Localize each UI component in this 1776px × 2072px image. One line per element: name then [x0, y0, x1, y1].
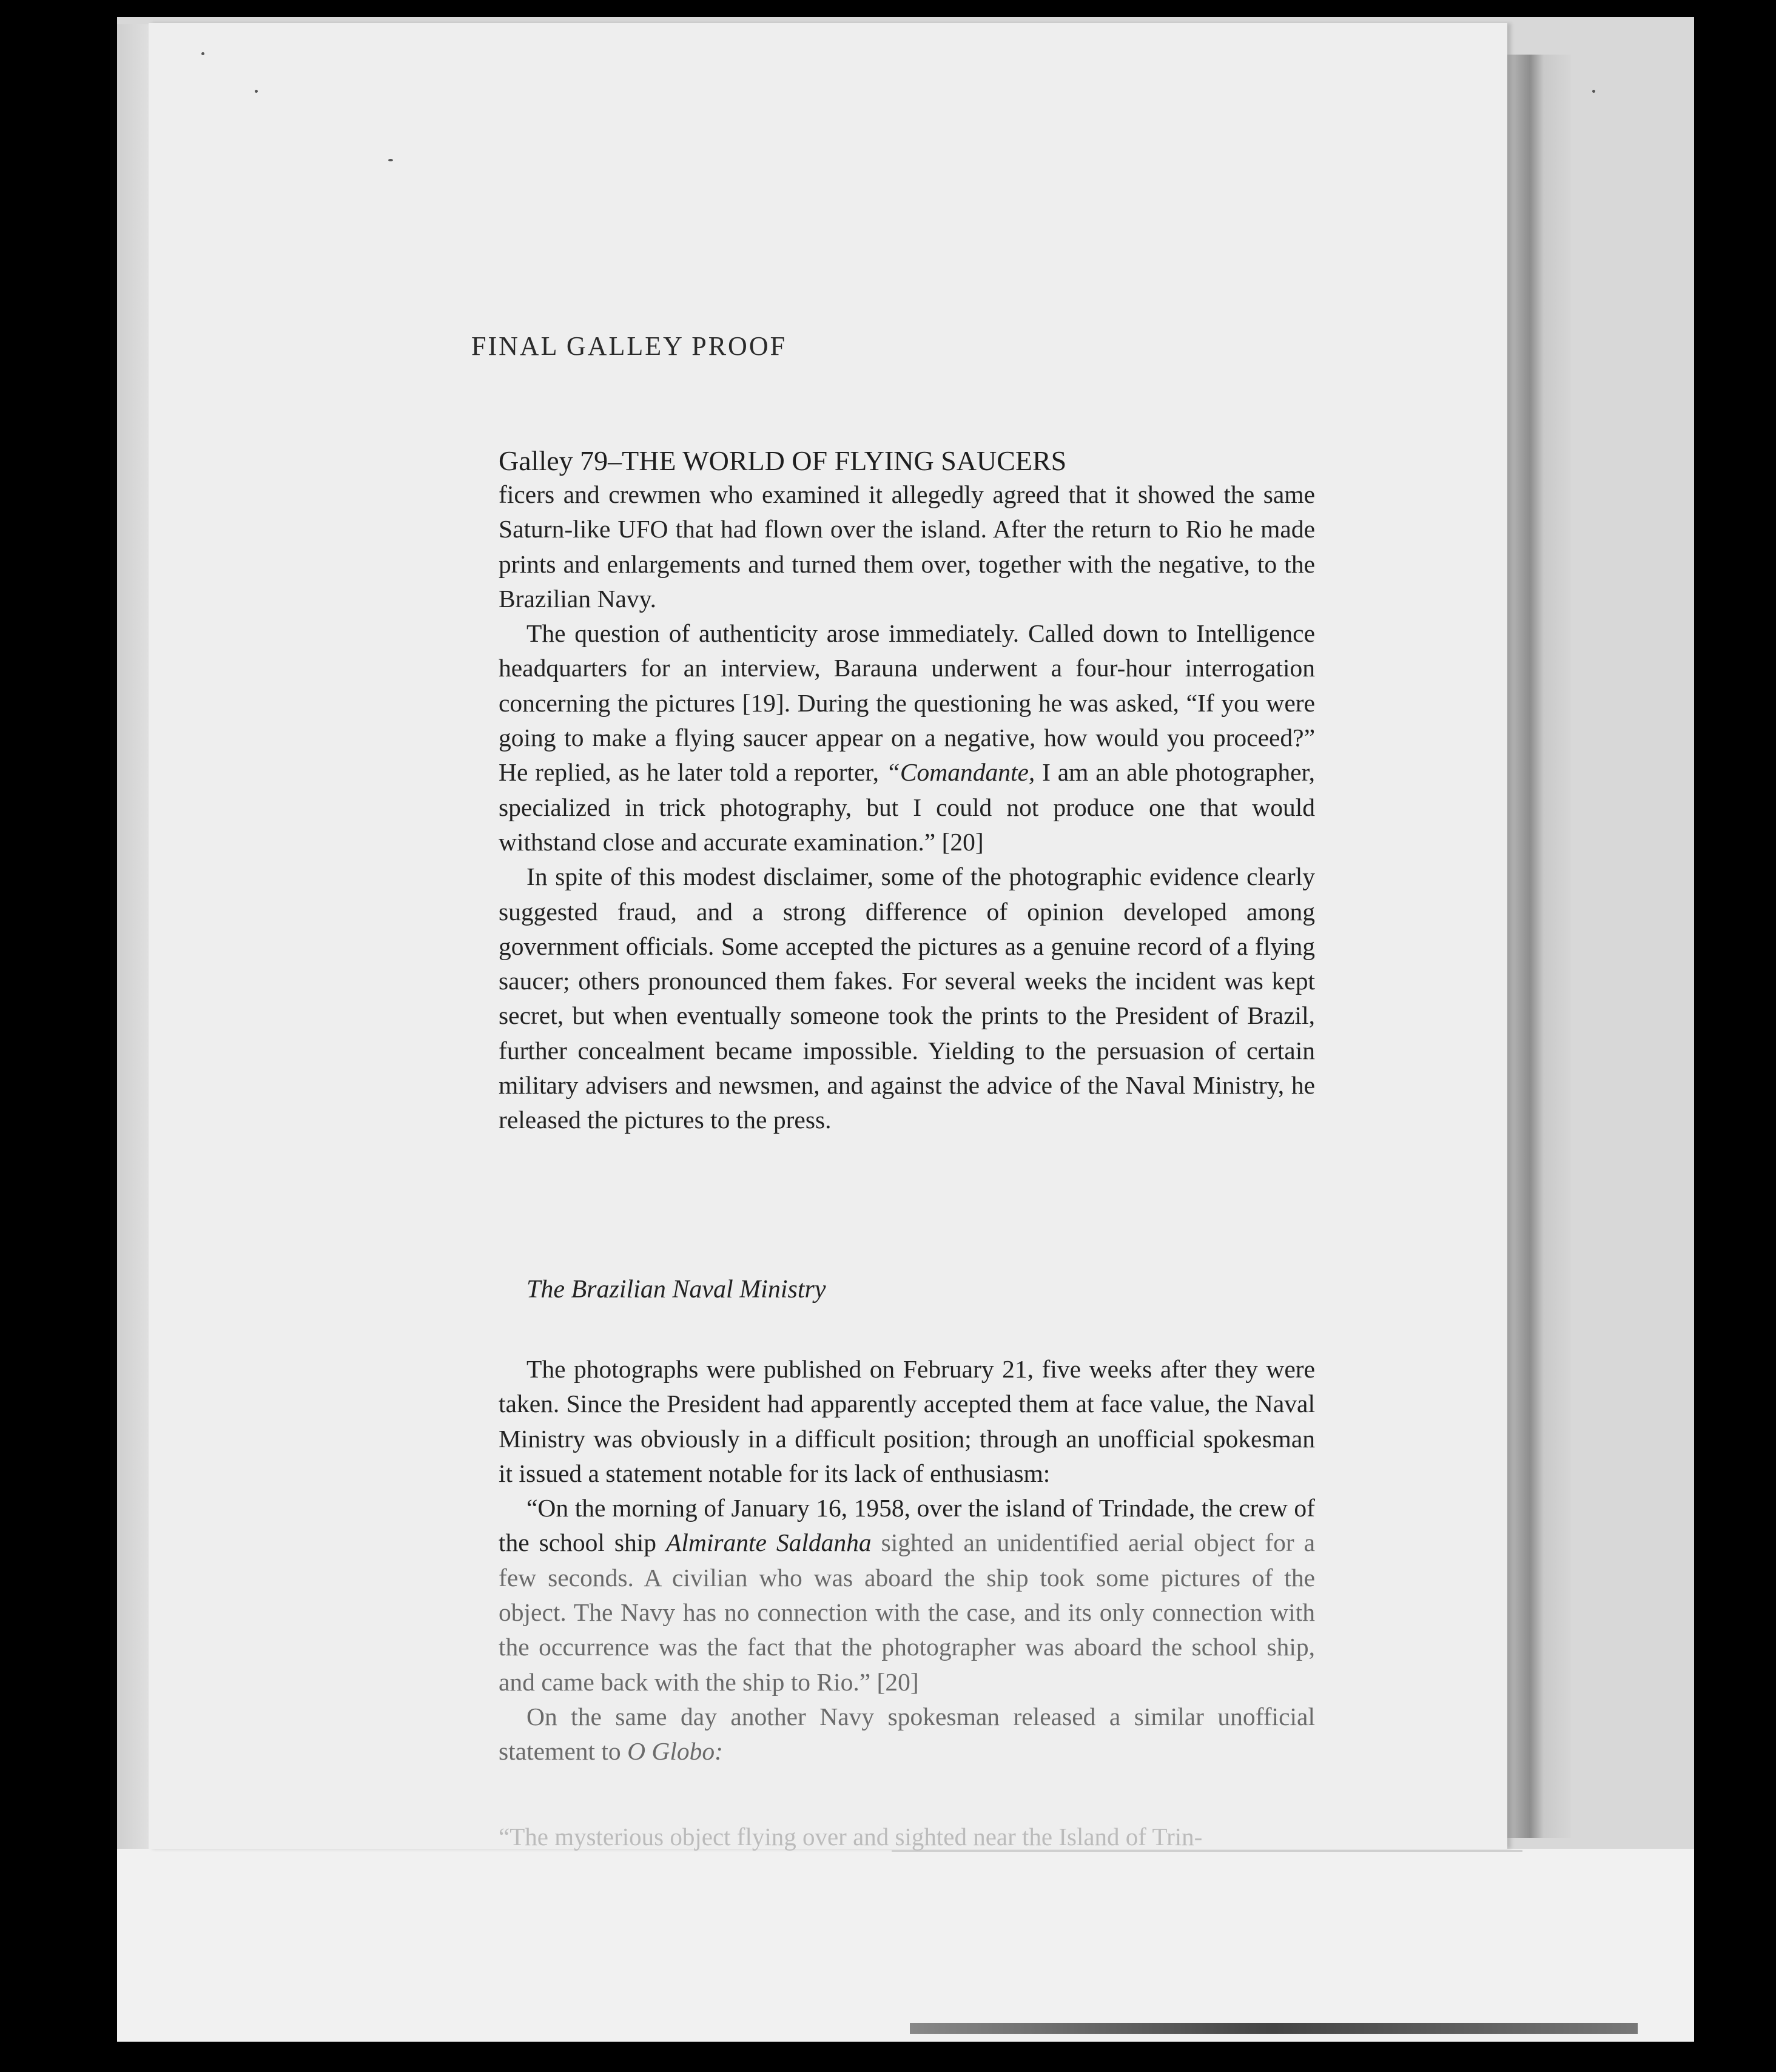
paragraph-text: The question of authenticity arose immediately. Called down to Intelligence headquarters for an interview, Barauna underwent a four-hour interrogation concerning the pictures [19]. During the questioning he was asked, “If you were going to make a flying saucer appear on a negative, how would you proceed?” He replied, as he later told a reporter, — [499, 619, 1315, 787]
body-text-block-1 — [499, 477, 1315, 1138]
paragraph-continued: ficers and crewmen who examined it allegedly agreed that it showed the same Saturn-like UFO that had flown over the island. After the return to Rio he made prints and enlargements and turned them over, together with the negative, to the Brazilian Navy. — [499, 480, 1315, 613]
paragraph-text: On the same day another Navy spokesman released a similar unofficial statement to — [499, 1702, 1315, 1766]
italic-term: “Comandante, — [886, 758, 1035, 787]
dust-speck — [388, 159, 393, 161]
galley-header: Galley 79–THE WORLD OF FLYING SAUCERS — [499, 445, 1067, 476]
paragraph-text: I am an able photographer, specialized in trick photography, but I could not produce one that would withstand close and accurate examination.” [20] — [499, 758, 1316, 856]
backing-left-edge — [117, 24, 150, 1856]
dust-speck — [255, 90, 258, 93]
paragraph-navy-statement — [499, 1491, 1315, 1700]
paragraph-text: sighted an unidentified aerial object for a few seconds. A civilian who was aboard the ship took some pictures of the object. The Navy has no connection with the case, and its only connection with the occurrence was the fact that the photographer was aboard the school ship, and came back with the ship to Rio.” [20] — [499, 1529, 1316, 1696]
cut-off-text: “The mysterious object flying over and sighted near the Island of Trin- — [499, 1823, 1203, 1851]
paragraph-published: The photographs were published on February 21, five weeks after they were taken. Since the President had apparently accepted them at face value, the Naval Ministry was obviously in a difficult position; through an unofficial spokesman it issued a statement notable for its lack of enthusiasm: — [499, 1355, 1315, 1487]
paragraph-disclaimer: In spite of this modest disclaimer, some of the photographic evidence clearly suggested fraud, and a strong difference of opinion developed among government officials. Some accepted the pictures as a genuine record of a flying saucer; others pronounced them fakes. For several weeks the incident was kept secret, but when eventually someone took the prints to the President of Brazil, further concealment became impossible. Yielding to the persuasion of certain military advisers and newsmen, and against the advice of the Naval Ministry, he released the pictures to the press. — [499, 863, 1315, 1134]
sheet-edge-shadow — [910, 2023, 1638, 2034]
ship-name: Almirante Saldanha — [665, 1529, 872, 1557]
body-text-block-2 — [499, 1352, 1315, 1769]
paragraph-authenticity — [499, 616, 1315, 859]
cut-off-line — [499, 1823, 1315, 1851]
bottom-margin-sheet — [117, 1849, 1694, 2042]
paragraph-globo — [499, 1700, 1315, 1769]
newspaper-name: O Globo: — [627, 1737, 723, 1766]
section-heading: The Brazilian Naval Ministry — [526, 1276, 826, 1303]
dust-speck — [201, 52, 204, 55]
proof-label: FINAL GALLEY PROOF — [471, 331, 787, 361]
paragraph-text: “On the morning of January 16, 1958, over the island of Trindade, the crew of the school ship — [499, 1494, 1315, 1557]
dust-speck — [1592, 90, 1595, 93]
